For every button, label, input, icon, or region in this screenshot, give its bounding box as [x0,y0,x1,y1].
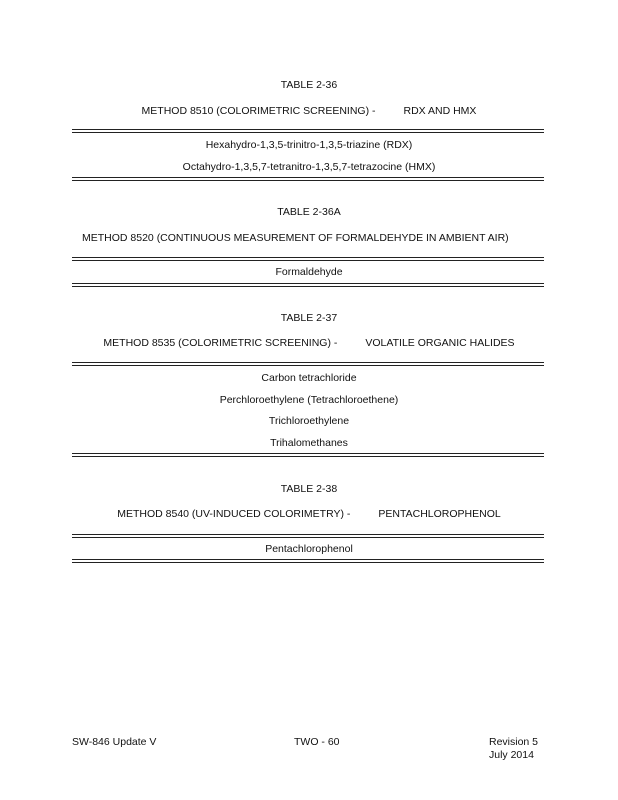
table-2-38-title: TABLE 2-38 [280,483,338,495]
table-2-36a-item: Formaldehyde [275,266,343,278]
table-rule [72,132,544,133]
table-rule [72,362,544,363]
table-rule [72,129,544,130]
table-rule [72,283,544,284]
table-2-36-method: METHOD 8510 (COLORIMETRIC SCREENING) - RDX AND HMX [141,105,477,117]
footer-date: July 2014 [489,749,534,761]
table-rule [72,177,544,178]
table-2-36a-title: TABLE 2-36A [277,206,341,218]
footer-page-number: TWO - 60 [294,736,340,748]
table-2-36-title: TABLE 2-36 [280,79,338,91]
table-2-37-title: TABLE 2-37 [280,312,338,324]
table-2-38-item: Pentachlorophenol [265,543,353,555]
table-rule [72,286,544,287]
table-2-36a-method: METHOD 8520 (CONTINUOUS MEASUREMENT OF FORMALDEHYDE IN AMBIENT AIR) [82,232,509,244]
table-2-36-item: Octahydro-1,3,5,7-tetranitro-1,3,5,7-tetrazocine (HMX) [182,161,436,173]
table-rule [72,456,544,457]
table-2-36-item: Hexahydro-1,3,5-trinitro-1,3,5-triazine (RDX) [205,139,413,151]
table-rule [72,180,544,181]
table-2-37-item: Carbon tetrachloride [261,372,357,384]
table-rule [72,365,544,366]
table-2-38-method: METHOD 8540 (UV-INDUCED COLORIMETRY) - PENTACHLOROPHENOL [117,508,501,520]
table-2-37-item: Trihalomethanes [270,437,348,449]
table-rule [72,562,544,563]
table-2-37-item: Perchloroethylene (Tetrachloroethene) [219,394,399,406]
table-2-37-method: METHOD 8535 (COLORIMETRIC SCREENING) - VOLATILE ORGANIC HALIDES [103,337,515,349]
table-2-37-item: Trichloroethylene [268,415,350,427]
footer-document-id: SW-846 Update V [72,736,157,748]
table-rule [72,260,544,261]
table-rule [72,559,544,560]
table-rule [72,453,544,454]
table-rule [72,537,544,538]
table-rule [72,534,544,535]
table-rule [72,257,544,258]
footer-revision: Revision 5 [489,736,539,748]
